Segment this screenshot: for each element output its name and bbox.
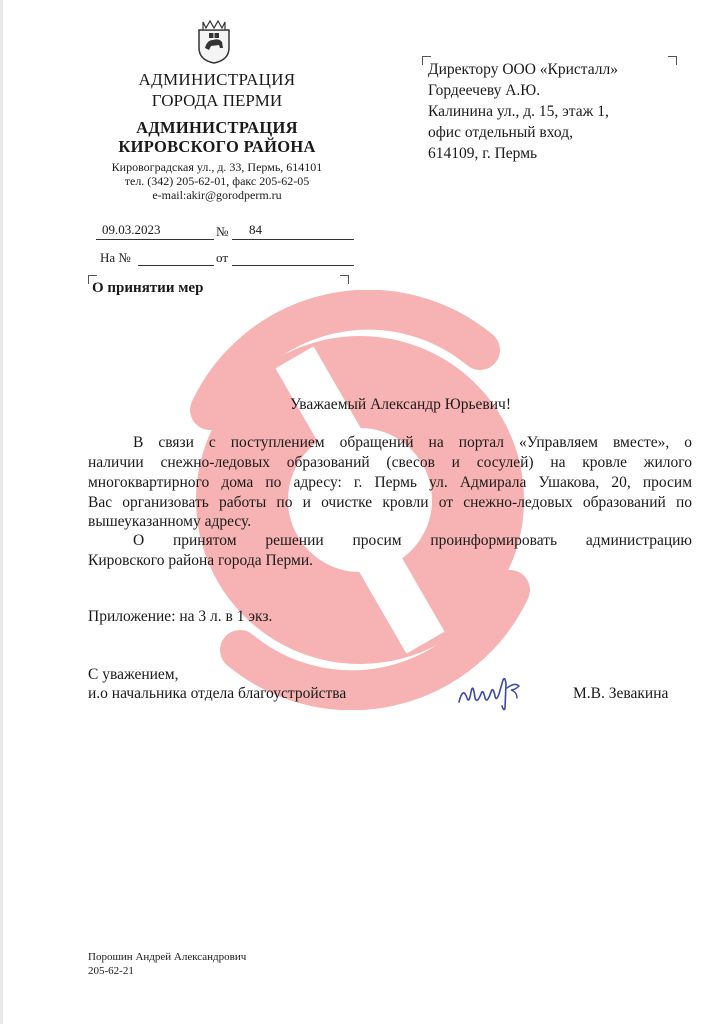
paragraph2-line2: Кировского района города Перми. — [88, 552, 314, 569]
attachment-note: Приложение: на 3 л. в 1 экз. — [88, 608, 273, 625]
city-emblem-icon — [197, 18, 231, 64]
handwritten-signature-icon — [455, 668, 525, 712]
subject-corner-right — [340, 275, 349, 284]
recipient-line2: Гордеечеву А.Ю. — [428, 82, 541, 99]
reference-from-label: от — [216, 250, 229, 265]
signer-position: и.о начальника отдела благоустройства — [88, 685, 347, 702]
reference-date-line — [232, 265, 354, 266]
org-name-line3: АДМИНИСТРАЦИЯ — [136, 118, 298, 137]
org-phone-fax: тел. (342) 205-62-01, факс 205-62-05 — [124, 174, 310, 188]
letter-subject: О принятии мер — [92, 280, 204, 296]
paragraph1-line2: наличии снежно-ледовых образований (свесов и сосулей) на кровле жилого — [88, 454, 692, 471]
recipient-line1: Директору ООО «Кристалл» — [428, 61, 618, 78]
registration-date-line — [96, 239, 214, 240]
registration-date: 09.03.2023 — [102, 222, 161, 237]
registration-number-label: № — [216, 224, 229, 239]
org-email: e-mail:akir@gorodperm.ru — [152, 188, 282, 202]
paragraph1-line5: вышеуказанному адресу. — [88, 513, 252, 530]
closing-phrase: С уважением, — [88, 666, 179, 683]
recipient-line4: офис отдельный вход, — [428, 124, 573, 141]
org-name-line1: АДМИНИСТРАЦИЯ — [138, 70, 296, 89]
org-name-line4: КИРОВСКОГО РАЙОНА — [118, 137, 316, 156]
paragraph2-line1: О принятом решении просим проинформировать администрацию — [133, 532, 692, 549]
recipient-line3: Калинина ул., д. 15, этаж 1, — [428, 103, 609, 120]
executor-phone: 205-62-21 — [88, 965, 134, 977]
executor-name: Порошин Андрей Александрович — [88, 951, 247, 963]
registration-number: 84 — [249, 222, 262, 237]
letter-greeting: Уважаемый Александр Юрьевич! — [290, 396, 511, 413]
org-name-line2: ГОРОДА ПЕРМИ — [151, 91, 283, 110]
recipient-line5: 614109, г. Пермь — [428, 145, 538, 162]
signer-name: М.В. Зевакина — [573, 685, 669, 702]
paragraph1-line4: Вас организовать работы по и очистке кровли от снежно-ледовых образований по — [88, 494, 692, 511]
reference-number-line — [138, 265, 214, 266]
recipient-corner-right — [668, 56, 677, 65]
registration-number-line — [232, 239, 354, 240]
paragraph1-line3: многоквартирного дома по адресу: г. Пермь ул. Адмирала Ушакова, 20, просим — [88, 474, 692, 491]
reference-label: На № — [100, 250, 131, 265]
org-address: Кировоградская ул., д. 33, Пермь, 614101 — [111, 160, 323, 174]
page-edge-shadow — [0, 0, 3, 1024]
paragraph1-line1: В связи с поступлением обращений на портал «Управляем вместе», о — [133, 434, 692, 451]
